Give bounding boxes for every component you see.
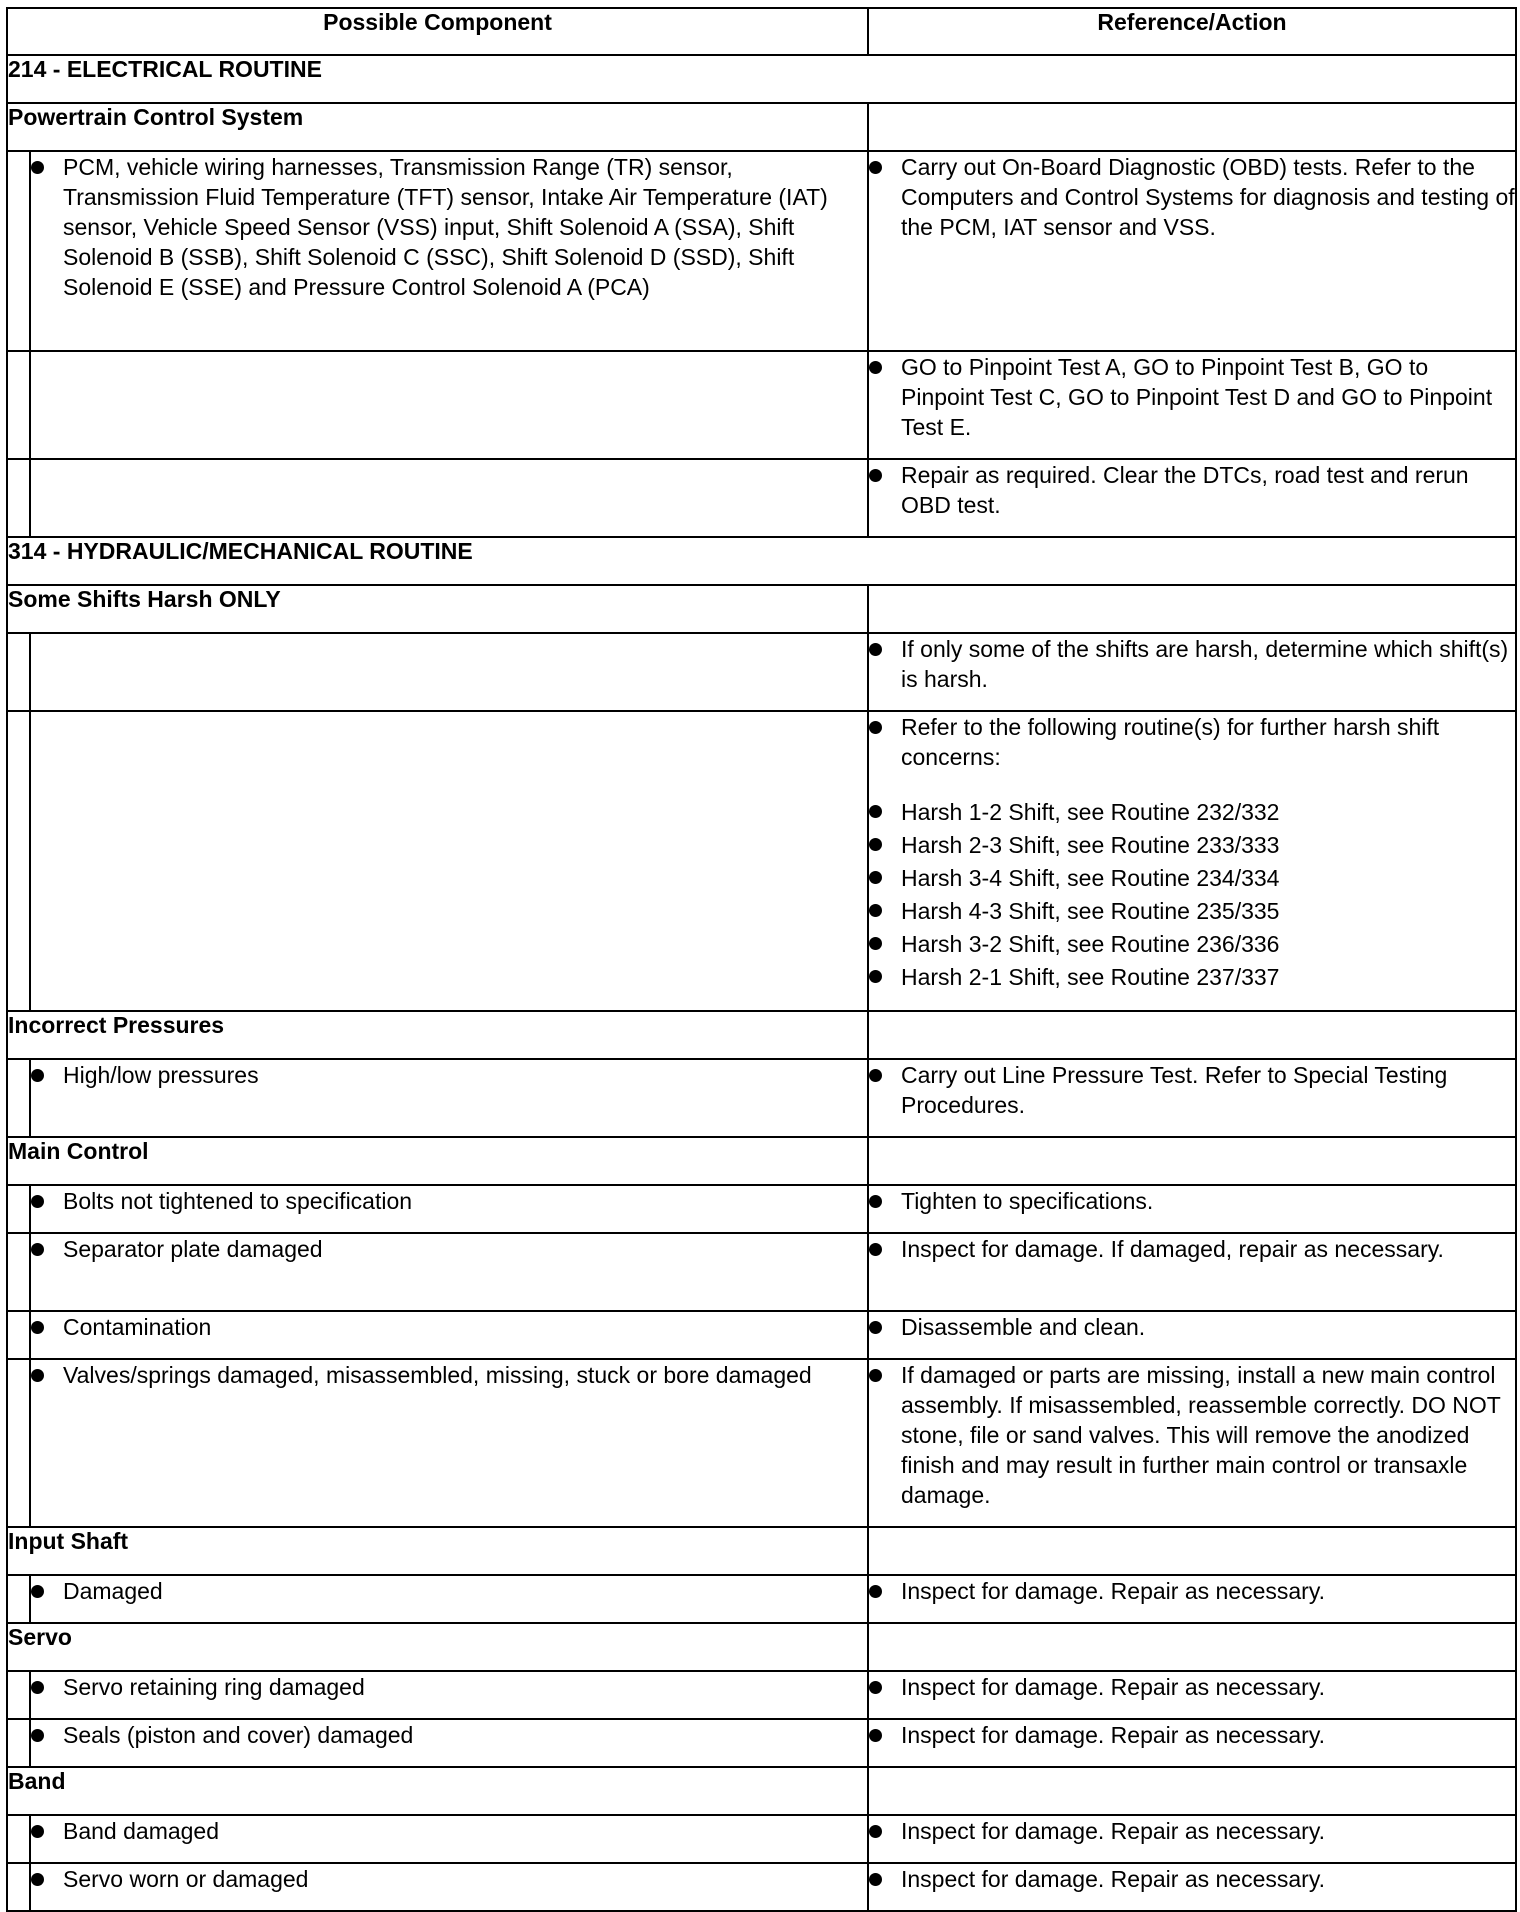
indent-cell (7, 1059, 30, 1137)
group-row (7, 1623, 1516, 1671)
indent-cell (7, 1863, 30, 1911)
component-text: Seals (piston and cover) damaged (31, 1720, 867, 1750)
table-row (7, 351, 1516, 459)
header-component: Possible Component (7, 8, 868, 55)
table-row (7, 711, 1516, 1011)
table-row (7, 1233, 1516, 1311)
routine-item: Harsh 2-1 Shift, see Routine 237/337 (869, 961, 1515, 994)
blank-cell (30, 711, 868, 1011)
routine-item: Harsh 3-2 Shift, see Routine 236/336 (869, 928, 1515, 961)
blank-cell (868, 103, 1516, 151)
action-text: GO to Pinpoint Test A, GO to Pinpoint Test B, GO to Pinpoint Test C, GO to Pinpoint Test D and GO to Pinpoint Test E. (869, 352, 1515, 442)
group-row (7, 1011, 1516, 1059)
routine-item: Harsh 3-4 Shift, see Routine 234/334 (869, 862, 1515, 895)
group-title-servo: Servo (7, 1623, 868, 1671)
table-row (7, 1185, 1516, 1233)
component-text: Servo worn or damaged (31, 1864, 867, 1894)
blank-cell (30, 633, 868, 711)
action-text: Inspect for damage. Repair as necessary. (869, 1720, 1515, 1750)
indent-cell (7, 1719, 30, 1767)
group-title-main-control: Main Control (7, 1137, 868, 1185)
group-row (7, 585, 1516, 633)
section-title-electrical: 214 - ELECTRICAL ROUTINE (7, 55, 1516, 103)
group-row (7, 1137, 1516, 1185)
action-text: Inspect for damage. Repair as necessary. (869, 1672, 1515, 1702)
group-title-pressures: Incorrect Pressures (7, 1011, 868, 1059)
header-action: Reference/Action (868, 8, 1516, 55)
group-row (7, 1767, 1516, 1815)
action-text: Inspect for damage. Repair as necessary. (869, 1864, 1515, 1894)
component-text: Separator plate damaged (31, 1234, 867, 1264)
section-row (7, 537, 1516, 585)
component-text: Contamination (31, 1312, 867, 1342)
table-row (7, 1671, 1516, 1719)
group-title-harsh: Some Shifts Harsh ONLY (7, 585, 868, 633)
group-row (7, 1527, 1516, 1575)
blank-cell (868, 1527, 1516, 1575)
action-text: Carry out On-Board Diagnostic (OBD) tests. Refer to the Computers and Control Systems for diagnosis and testing of the PCM, IAT sensor and VSS. (869, 152, 1515, 242)
routine-item: Harsh 1-2 Shift, see Routine 232/332 (869, 796, 1515, 829)
table-header-row (7, 8, 1516, 55)
indent-cell (7, 151, 30, 351)
indent-cell (7, 1359, 30, 1527)
blank-cell (868, 1623, 1516, 1671)
indent-cell (7, 633, 30, 711)
component-text: Valves/springs damaged, misassembled, missing, stuck or bore damaged (31, 1360, 867, 1390)
component-text: Servo retaining ring damaged (31, 1672, 867, 1702)
section-title-hydraulic: 314 - HYDRAULIC/MECHANICAL ROUTINE (7, 537, 1516, 585)
table-row (7, 633, 1516, 711)
action-text: Inspect for damage. Repair as necessary. (869, 1816, 1515, 1846)
indent-cell (7, 459, 30, 537)
action-text: Carry out Line Pressure Test. Refer to Special Testing Procedures. (869, 1060, 1515, 1120)
indent-cell (7, 1575, 30, 1623)
action-text: If damaged or parts are missing, install a new main control assembly. If misassembled, reassemble correctly. DO NOT stone, file or sand valves. This will remove the anodized finish and may result in further main control or transaxle damage. (869, 1360, 1515, 1510)
indent-cell (7, 351, 30, 459)
component-text: PCM, vehicle wiring harnesses, Transmission Range (TR) sensor, Transmission Fluid Temperature (TFT) sensor, Intake Air Temperature (IAT) sensor, Vehicle Speed Sensor (VSS) input, Shift Solenoid A (SSA), Shift Solenoid B (SSB), Shift Solenoid C (SSC), Shift Solenoid D (SSD), Shift Solenoid E (SSE) and Pressure Control Solenoid A (PCA) (31, 152, 867, 302)
action-text: Inspect for damage. Repair as necessary. (869, 1576, 1515, 1606)
indent-cell (7, 1671, 30, 1719)
group-title-band: Band (7, 1767, 868, 1815)
table-row (7, 1815, 1516, 1863)
action-text: If only some of the shifts are harsh, determine which shift(s) is harsh. (869, 634, 1515, 694)
indent-cell (7, 1815, 30, 1863)
blank-cell (868, 1137, 1516, 1185)
action-text: Inspect for damage. If damaged, repair as necessary. (869, 1234, 1515, 1264)
component-text: Damaged (31, 1576, 867, 1606)
component-text: Bolts not tightened to specification (31, 1186, 867, 1216)
table-row (7, 1059, 1516, 1137)
blank-cell (868, 585, 1516, 633)
group-row (7, 103, 1516, 151)
action-text: Repair as required. Clear the DTCs, road test and rerun OBD test. (869, 460, 1515, 520)
table-row (7, 1575, 1516, 1623)
table-row (7, 1359, 1516, 1527)
indent-cell (7, 1233, 30, 1311)
table-row (7, 1863, 1516, 1911)
component-text: High/low pressures (31, 1060, 867, 1090)
group-title-powertrain: Powertrain Control System (7, 103, 868, 151)
section-row (7, 55, 1516, 103)
blank-cell (868, 1767, 1516, 1815)
table-row (7, 459, 1516, 537)
table-row (7, 151, 1516, 351)
indent-cell (7, 711, 30, 1011)
component-text: Band damaged (31, 1816, 867, 1846)
blank-cell (30, 459, 868, 537)
action-text: Disassemble and clean. (869, 1312, 1515, 1342)
table-row (7, 1719, 1516, 1767)
group-title-input-shaft: Input Shaft (7, 1527, 868, 1575)
blank-cell (868, 1011, 1516, 1059)
table-row (7, 1311, 1516, 1359)
action-text: Refer to the following routine(s) for further harsh shift concerns: (869, 712, 1515, 772)
routine-item: Harsh 2-3 Shift, see Routine 233/333 (869, 829, 1515, 862)
indent-cell (7, 1311, 30, 1359)
routine-item: Harsh 4-3 Shift, see Routine 235/335 (869, 895, 1515, 928)
action-text: Tighten to specifications. (869, 1186, 1515, 1216)
diagnosis-table (6, 7, 1517, 1912)
blank-cell (30, 351, 868, 459)
indent-cell (7, 1185, 30, 1233)
